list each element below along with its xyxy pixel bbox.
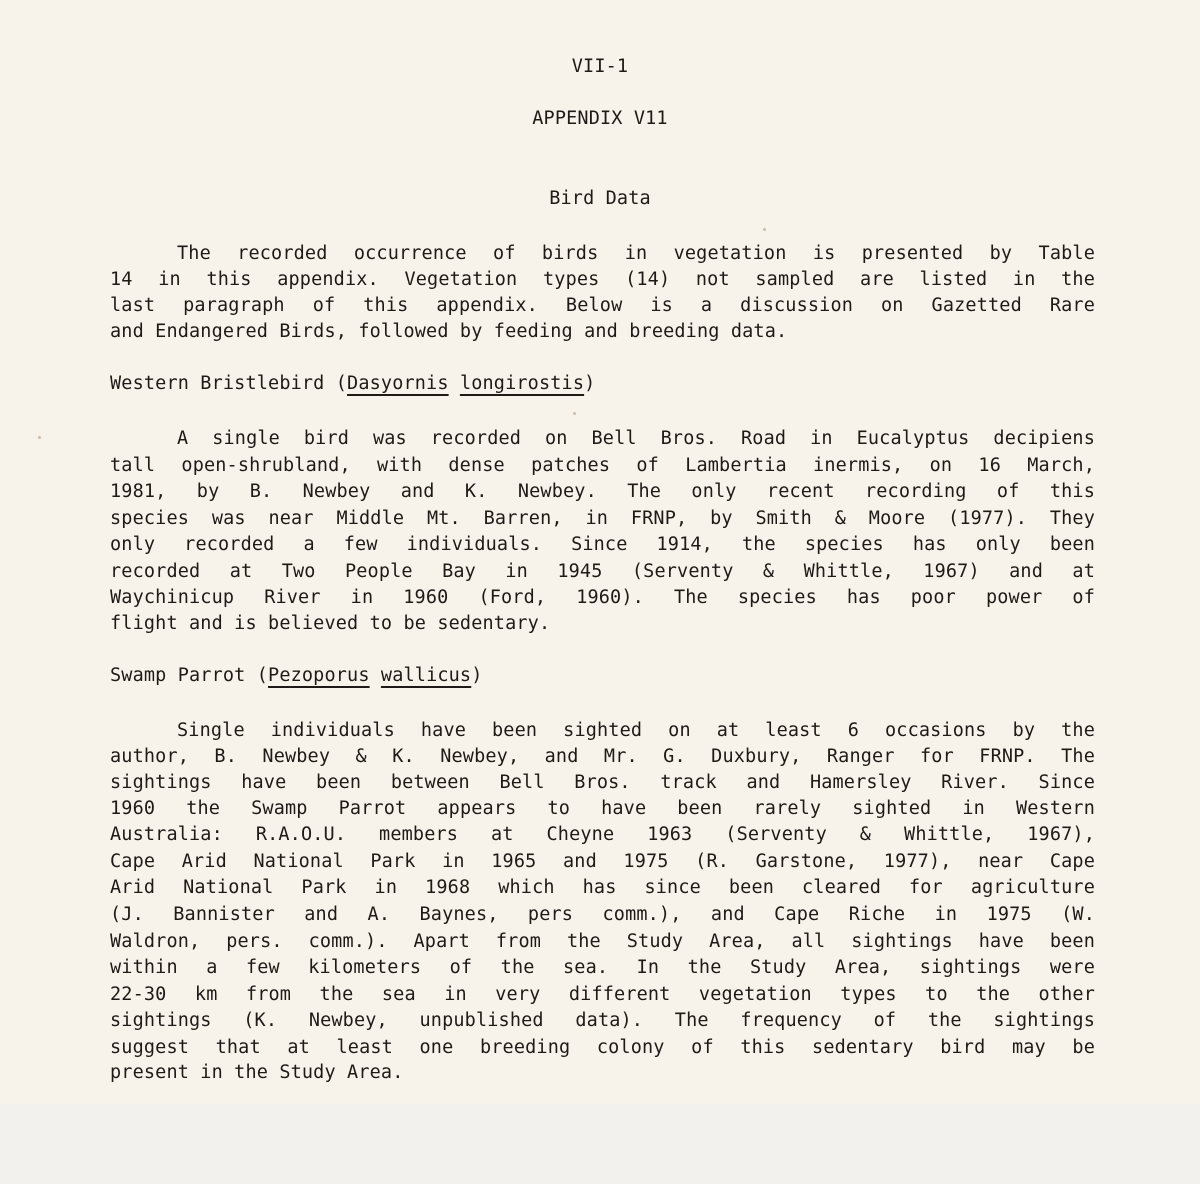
paper-speck [763, 228, 766, 231]
heading-common-name: Swamp Parrot ( [110, 665, 269, 686]
intro-line: and Endangered Birds, followed by feeding and breeding data. [110, 321, 788, 342]
heading-common-name: Western Bristlebird ( [110, 373, 348, 394]
heading-species: longirostis [459, 373, 585, 394]
parrot-line: Waldron, pers. comm.). Apart from the Study Area, all sightings have been [110, 931, 1095, 952]
parrot-line: suggest that at least one breeding colony of this sedentary bird may be [110, 1037, 1095, 1058]
bristlebird-line: A single bird was recorded on Bell Bros. Road in Eucalyptus decipiens [177, 428, 1095, 449]
parrot-line: Single individuals have been sighted on at least 6 occasions by the [177, 720, 1095, 741]
parrot-line: 22-30 km from the sea in very different vegetation types to the other [110, 984, 1095, 1005]
heading-species: wallicus [380, 665, 472, 686]
intro-line: 14 in this appendix. Vegetation types (14) not sampled are listed in the [110, 269, 1095, 290]
paper-speck [573, 412, 576, 415]
bristlebird-line: tall open-shrubland, with dense patches of Lambertia inermis, on 16 March, [110, 455, 1095, 476]
bristlebird-heading [110, 373, 1095, 395]
heading-genus: Dasyornis [347, 373, 449, 394]
parrot-heading [110, 665, 1095, 687]
bristlebird-line: flight and is believed to be sedentary. [110, 613, 551, 634]
heading-genus: Pezoporus [268, 665, 370, 686]
parrot-line: Australia: R.A.O.U. members at Cheyne 1963 (Serventy & Whittle, 1967), [110, 824, 1095, 845]
parrot-line: Cape Arid National Park in 1965 and 1975 (R. Garstone, 1977), near Cape [110, 851, 1095, 872]
parrot-line: author, B. Newbey & K. Newbey, and Mr. G. Duxbury, Ranger for FRNP. The [110, 746, 1095, 767]
bristlebird-line: only recorded a few individuals. Since 1914, the species has only been [110, 534, 1095, 555]
parrot-line: within a few kilometers of the sea. In the Study Area, sightings were [110, 957, 1095, 978]
bristlebird-line: recorded at Two People Bay in 1945 (Serventy & Whittle, 1967) and at [110, 561, 1095, 582]
parrot-line: sightings have been between Bell Bros. track and Hamersley River. Since [110, 772, 1095, 793]
heading-close-paren: ) [471, 665, 483, 686]
parrot-line: (J. Bannister and A. Baynes, pers comm.), and Cape Riche in 1975 (W. [110, 904, 1095, 925]
heading-close-paren: ) [584, 373, 596, 394]
parrot-line: 1960 the Swamp Parrot appears to have been rarely sighted in Western [110, 798, 1095, 819]
page-number: VII-1 [571, 56, 629, 77]
parrot-line: sightings (K. Newbey, unpublished data). The frequency of the sightings [110, 1010, 1095, 1031]
intro-line: last paragraph of this appendix. Below is a discussion on Gazetted Rare [110, 295, 1095, 316]
bristlebird-line: Waychinicup River in 1960 (Ford, 1960). The species has poor power of [110, 587, 1095, 608]
bristlebird-line: species was near Middle Mt. Barren, in FRNP, by Smith & Moore (1977). They [110, 508, 1095, 529]
paper-speck [38, 436, 41, 439]
appendix-title: APPENDIX V11 [532, 108, 668, 129]
parrot-line: Arid National Park in 1968 which has since been cleared for agriculture [110, 877, 1095, 898]
section-title: Bird Data [549, 188, 651, 209]
bristlebird-line: 1981, by B. Newbey and K. Newbey. The only recent recording of this [110, 481, 1095, 502]
intro-line: The recorded occurrence of birds in vegetation is presented by Table [177, 243, 1095, 264]
scan-backdrop [0, 1104, 1200, 1184]
parrot-line: present in the Study Area. [110, 1062, 404, 1083]
